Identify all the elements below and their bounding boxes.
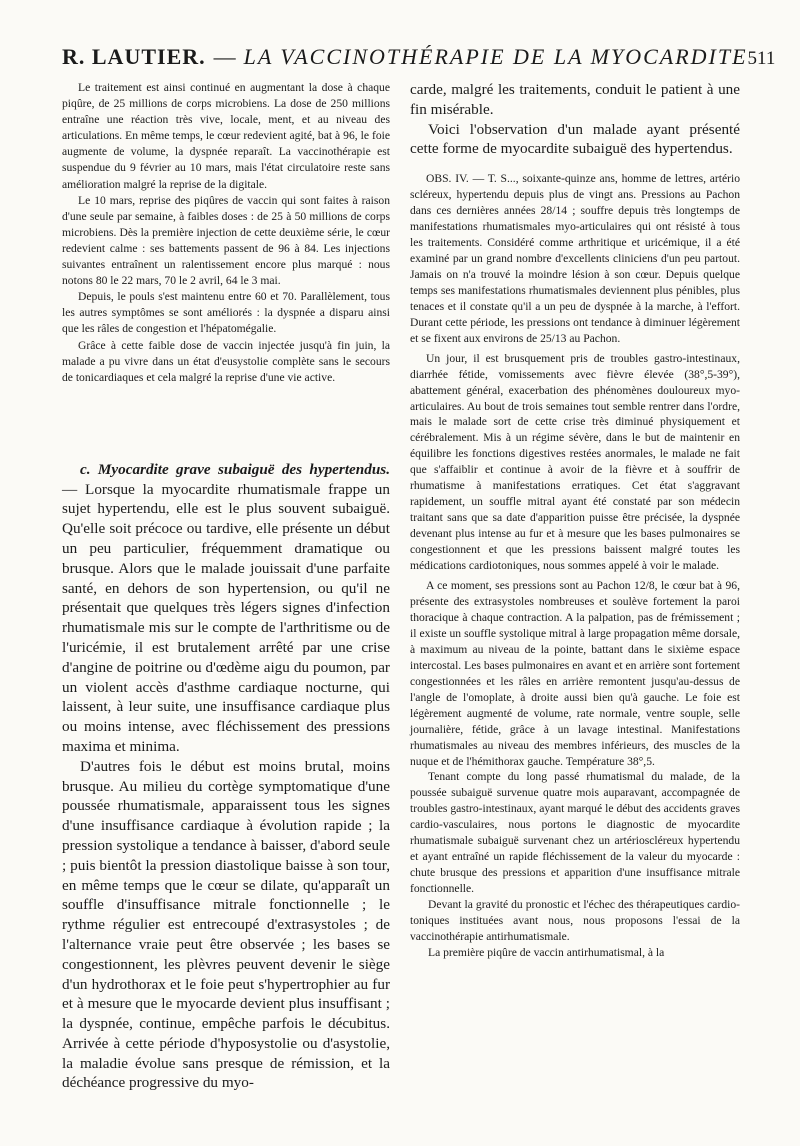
- conclusion-block: [410, 769, 740, 960]
- body-paragraph: Grâce à cette faible dose de vaccin injectée jusqu'à fin juin, la malade a pu vivre dans un état d'eusystolie complète sans le secours de tonicardiaques et cela malgré la reprise d'une vie active.: [62, 338, 390, 384]
- section-first-text: — Lorsque la myocardite rhumatismale frappe un sujet hypertendu, elle est le plus souvent subaiguë. Qu'elle soit précoce ou tardive, elle présente un début un peu particulier, fréquemment dramatique ou brusque. Alors que le malade jouissait d'une parfaite santé, en dehors de son hypertension, ou qu'il ne présentait que quelques très légers signes d'infection rhumatismale mis sur le compte de l'arthritisme ou de l'uricémie, il est brutalement arrêté par une crise d'angine de poitrine ou d'œdème aigu du poumon, par un violent accès d'asthme cardiaque nocturne, qui laissent, à leur suite, une insuffisance cardiaque plus ou moins intense, avec fléchissement des pressions maxima et minima.: [62, 480, 390, 755]
- observation-paragraph: Un jour, il est brusquement pris de troubles gastro-intestinaux, diarrhée fétide, vomissements avec fièvre élevée (38°,5-39°), abattement général, exacerbation des phénomènes douloureux myo-articulaires. Au bout de trois semaines tout semble rentrer dans l'ordre, mais le malade sort de cette crise très diminué physiquement et cérébralement. Mis à un régime sévère, dans le but de maintenir en équilibre les fonctions digestives restées anormales, le malade ne fait que s'affaiblir et continue à avoir de la fièvre et à souffrir de rhumatisme à manifestations erratiques. Cet état s'aggravant rapidement, un souffle mitral ayant été constaté par son médecin traitant sans que sa date d'apparition puisse être précisée, la dyspnée devenant plus intense au fur et à mesure que les bases pulmonaires se congestionnent et que les pressions baissent malgré toutes les médications cardiotoniques, nous sommes appelé à voir le malade.: [410, 351, 740, 573]
- case-continuation: [62, 80, 390, 386]
- header-author: R. LAUTIER.: [62, 44, 206, 69]
- observation-paragraph: A ce moment, ses pressions sont au Pachon 12/8, le cœur bat à 96, présente des extrasystoles nombreuses et soulève fortement la paroi thoracique à chaque contraction. A la palpation, pas de frémissement ; il existe un souffle systolique mitral à large propagation même dorsale, à maximum au niveau de la pointe, battant dans le sixième espace intercostal. Les bases pulmonaires en avant et en arrière sont fortement congestionnées et les râles en arrière remontent jusqu'au-dessus de l'angle de l'omoplate, à droite aussi bien qu'à gauche. Le foie est légèrement augmenté de volume, rate normale, ventre souple, selle journalière, fétide, grâce à un lavage intestinal. Manifestations rhumatismales au niveau des membres inférieurs, des muscles de la nuque et de l'hémithorax gauche. Température 38°,5.: [410, 579, 740, 768]
- section-c: [62, 460, 390, 1094]
- continuation-paragraph: carde, malgré les traitements, conduit le patient à une fin misérable.: [410, 81, 740, 118]
- page-number: 511: [747, 48, 776, 69]
- section-first-paragraph: [62, 460, 390, 757]
- running-header: [62, 44, 776, 78]
- conclusion-paragraph: Devant la gravité du pronostic et l'échec des thérapeutiques cardio-toniques instituées avant nous, nous proposons l'essai de la vaccinothérapie antirhumatismale.: [410, 898, 740, 943]
- body-paragraph: Depuis, le pouls s'est maintenu entre 60 et 70. Parallèlement, tous les autres symptômes se sont améliorés : la dyspnée a disparu ainsi que les râles de congestion et l'hépatomégalie.: [62, 290, 390, 336]
- observation-block: [410, 171, 740, 769]
- observation-paragraph: OBS. IV. — T. S..., soixante-quinze ans, homme de lettres, artério scléreux, hypertendu depuis plus de vingt ans. Pressions au Pachon dans ces dernières années 28/14 ; souffre depuis très longtemps de manifestations rhumatismales myo-articulaires qui ont résisté à tous les traitements. Considéré comme arthritique et uricémique, il a été examiné par un grand nombre d'excellents cliniciens d'un peu partout. Jamais on n'a trouvé la moindre lésion à son cœur. Depuis quelque temps ses manifestations rhumatismales deviennent plus pénibles, plus tenaces et il constate qu'il a un peu de dyspnée à la marche, à l'effort. Durant cette période, les pressions ont tendance à diminuer légèrement et se fixent aux environs de 25/13 au Pachon.: [410, 172, 740, 345]
- conclusion-paragraph: La première piqûre de vaccin antirhumatismal, à la: [428, 945, 665, 959]
- intro-paragraph: Voici l'observation d'un malade ayant présenté cette forme de myocardite subaiguë des hypertendus.: [410, 120, 740, 158]
- right-body: [410, 80, 740, 159]
- header-separator: —: [213, 44, 236, 69]
- conclusion-paragraph: Tenant compte du long passé rhumatismal du malade, de la poussée subaiguë survenue quatre mois auparavant, accompagnée de troubles gastro-intestinaux, ayant marqué le début des accidents graves cardio-vasculaires, nous portons le diagnostic de myocardite rhumatismale subaiguë survenant chez un artérioscléreux hypertendu et ayant entraîné un rapide fléchissement de la valeur du myocarde : chute brusque des pressions et apparition d'une insuffisance mitrale fonctionnelle.: [410, 770, 740, 896]
- body-paragraph: D'autres fois le début est moins brutal, moins brusque. Au milieu du cortège symptomatique d'une poussée rhumatismale, apparaissent tous les signes d'une insuffisance cardiaque à évolution rapide ; la pression systolique a tendance à baisser, d'abord seule ; puis bientôt la pression diastolique baisse à son tour, en même temps que le cœur se dilate, qu'apparaît un souffle d'insuffisance mitrale fonctionnelle ; le rythme régulier est entrecoupé d'extrasystoles ; de l'alternance vraie peut être observée ; les bases se congestionnent, les plèvres peuvent devenir le siège d'un hydrothorax et le foie peut s'hypertrophier au fur et à mesure que le myocarde devient plus insuffisant ; la dyspnée, continue, empêche parfois le décubitus. Arrivée à cette période d'hyposystolie ou d'asystolie, la maladie évolue sans presque de rémission, et la déchéance progressive du myo-: [62, 757, 390, 1092]
- section-heading: c. Myocardite grave subaiguë des hypertendus.: [80, 460, 390, 478]
- left-column: [62, 80, 390, 1093]
- right-column: [410, 80, 740, 961]
- body-paragraph: Le 10 mars, reprise des piqûres de vaccin qui sont faites à raison d'une seule par semaine, à faibles doses : de 25 à 50 millions de corps microbiens. Dès la première injection de cette deuxième série, le cœur redevient calme : ses battements passent de 96 à 84. Les injections suivantes entraînent un ralentissement encore plus marqué : nous notons 80 le 22 mars, 70 le 2 avril, 64 le 3 mai.: [62, 193, 390, 288]
- body-paragraph: Le traitement est ainsi continué en augmentant la dose à chaque piqûre, de 25 millions de corps microbiens. La dose de 250 millions entraîne une réaction très vive, locale, ment, et au niveau des articulations. En même temps, le cœur redevient agité, bat à 96, le foie augmente de volume, la dyspnée reparaît. La vaccinothérapie est suspendue du 9 février au 10 mars, mais l'état circulatoire reste sans amélioration malgré la reprise de la digitale.: [62, 81, 390, 191]
- header-title: LA VACCINOTHÉRAPIE DE LA MYOCARDITE: [243, 44, 748, 69]
